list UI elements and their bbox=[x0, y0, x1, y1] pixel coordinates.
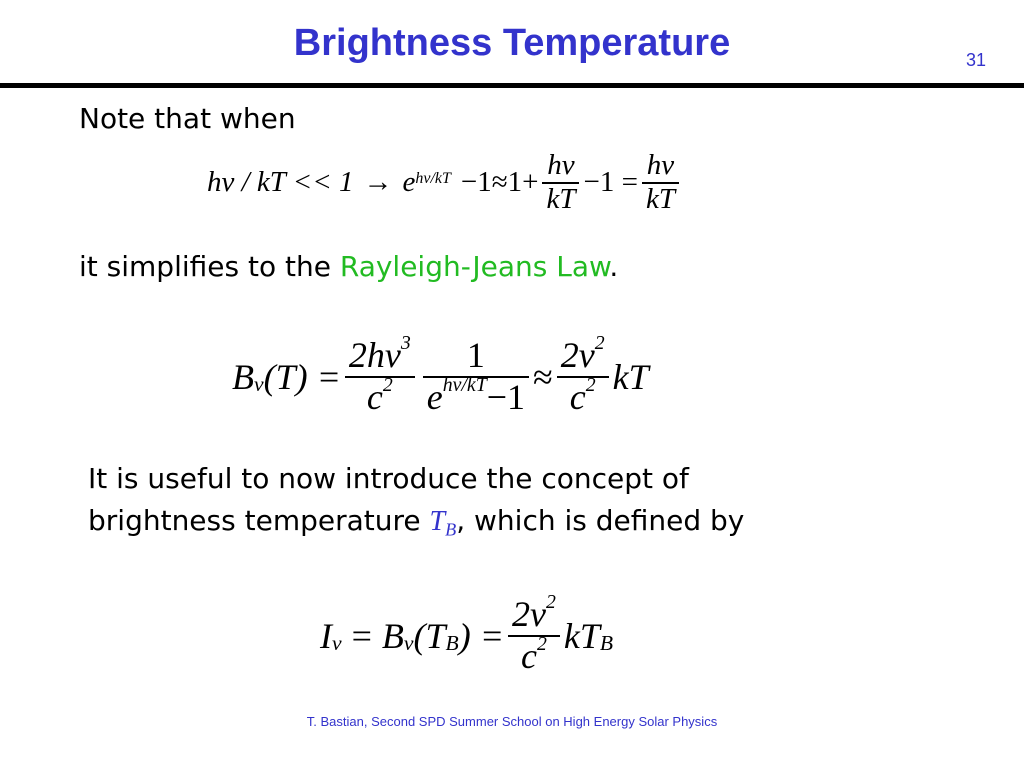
simplifies-prefix: it simplifies to the bbox=[79, 250, 340, 283]
simplifies-suffix: . bbox=[609, 250, 619, 283]
eq2-f3-denominator-sup: 2 bbox=[585, 374, 596, 397]
eq3-lhs-sub: ν bbox=[332, 631, 342, 656]
eq1-rhs-numerator: hν bbox=[646, 148, 675, 181]
eq2-f2-den-power: hν/kT bbox=[442, 374, 487, 397]
eq3-mid-arg-open: (T bbox=[413, 616, 446, 656]
eq2-fraction-1 bbox=[345, 332, 415, 417]
eq1-one-plus: 1+ bbox=[507, 166, 539, 198]
slide-number: 31 bbox=[966, 50, 987, 70]
rayleigh-jeans-label: Rayleigh-Jeans Law bbox=[339, 250, 610, 283]
slide-footer: T. Bastian, Second SPD Summer School on High Energy Solar Physics bbox=[306, 714, 718, 729]
eq2-f3-denominator: c bbox=[569, 377, 586, 417]
eq1-approx: ≈ bbox=[491, 166, 508, 198]
eq3-numerator: 2ν bbox=[512, 594, 546, 635]
eq2-f3-numerator-sup: 2 bbox=[594, 332, 605, 355]
equation-approximation bbox=[207, 140, 683, 225]
eq1-exp-base: e bbox=[402, 166, 416, 198]
eq1-rhs-fraction bbox=[642, 150, 679, 216]
note-text: Note that when bbox=[79, 102, 296, 135]
eq2-lhs-arg: (T) = bbox=[263, 357, 341, 397]
brightness-temperature-symbol bbox=[429, 506, 457, 540]
eq1-minus-one: −1 bbox=[460, 166, 492, 198]
simplifies-line bbox=[79, 250, 618, 283]
eq3-numerator-sup: 2 bbox=[545, 591, 556, 614]
eq2-f1-denominator: c bbox=[366, 377, 383, 417]
eq2-fraction-3 bbox=[557, 332, 609, 417]
eq1-minus-one-equals: −1 = bbox=[583, 166, 638, 198]
eq1-exp-power: hν/kT bbox=[415, 169, 451, 187]
eq3-tail-sub: B bbox=[599, 631, 614, 656]
eq3-lhs-main: I bbox=[320, 616, 332, 656]
eq2-f1-denominator-sup: 2 bbox=[382, 374, 393, 397]
eq2-fraction-2 bbox=[423, 336, 529, 417]
eq1-arrow: → bbox=[363, 166, 393, 198]
eq2-f2-den-base: e bbox=[426, 377, 443, 417]
eq1-frac-denominator: kT bbox=[546, 182, 576, 215]
eq2-f1-numerator-sup: 3 bbox=[400, 332, 411, 355]
useful-line-1: It is useful to now introduce the concept of bbox=[88, 462, 689, 495]
eq3-denominator: c bbox=[521, 636, 537, 676]
slide-title: Brightness Temperature bbox=[293, 22, 731, 64]
eq2-approx: ≈ bbox=[533, 357, 553, 397]
eq3-mid-arg-sub: B bbox=[445, 631, 459, 656]
useful-line-2 bbox=[88, 504, 744, 540]
eq1-rhs-denominator: kT bbox=[645, 182, 675, 215]
eq3-mid-main: B bbox=[381, 616, 404, 656]
eq2-lhs-sub: ν bbox=[254, 372, 264, 397]
eq2-f3-numerator: 2ν bbox=[560, 335, 595, 376]
eq3-mid-arg-close: ) = bbox=[458, 616, 504, 656]
eq3-mid-sub: ν bbox=[403, 631, 414, 656]
tb-main: T bbox=[429, 506, 446, 537]
eq1-lhs: hν / kT << 1 bbox=[207, 166, 354, 198]
useful-line-2-prefix: brightness temperature bbox=[88, 504, 430, 537]
useful-line-2-suffix: , which is defined by bbox=[456, 504, 745, 537]
eq1-frac-numerator: hν bbox=[547, 148, 575, 181]
eq3-tail-main: kT bbox=[563, 616, 600, 656]
tb-sub: B bbox=[445, 519, 457, 540]
eq3-fraction bbox=[508, 591, 560, 676]
equation-brightness-temperature bbox=[320, 582, 613, 690]
title-divider bbox=[0, 83, 1024, 88]
eq2-f2-den-tail: −1 bbox=[486, 377, 526, 417]
eq3-denominator-sup: 2 bbox=[536, 633, 547, 656]
equation-rayleigh-jeans bbox=[232, 322, 649, 432]
eq2-f1-numerator: 2hν bbox=[348, 335, 401, 376]
eq2-lhs-main: B bbox=[232, 357, 254, 397]
eq3-equals: = bbox=[351, 616, 372, 656]
eq1-fraction bbox=[542, 150, 579, 216]
eq2-tail: kT bbox=[612, 357, 649, 397]
eq2-f2-numerator: 1 bbox=[466, 335, 485, 376]
